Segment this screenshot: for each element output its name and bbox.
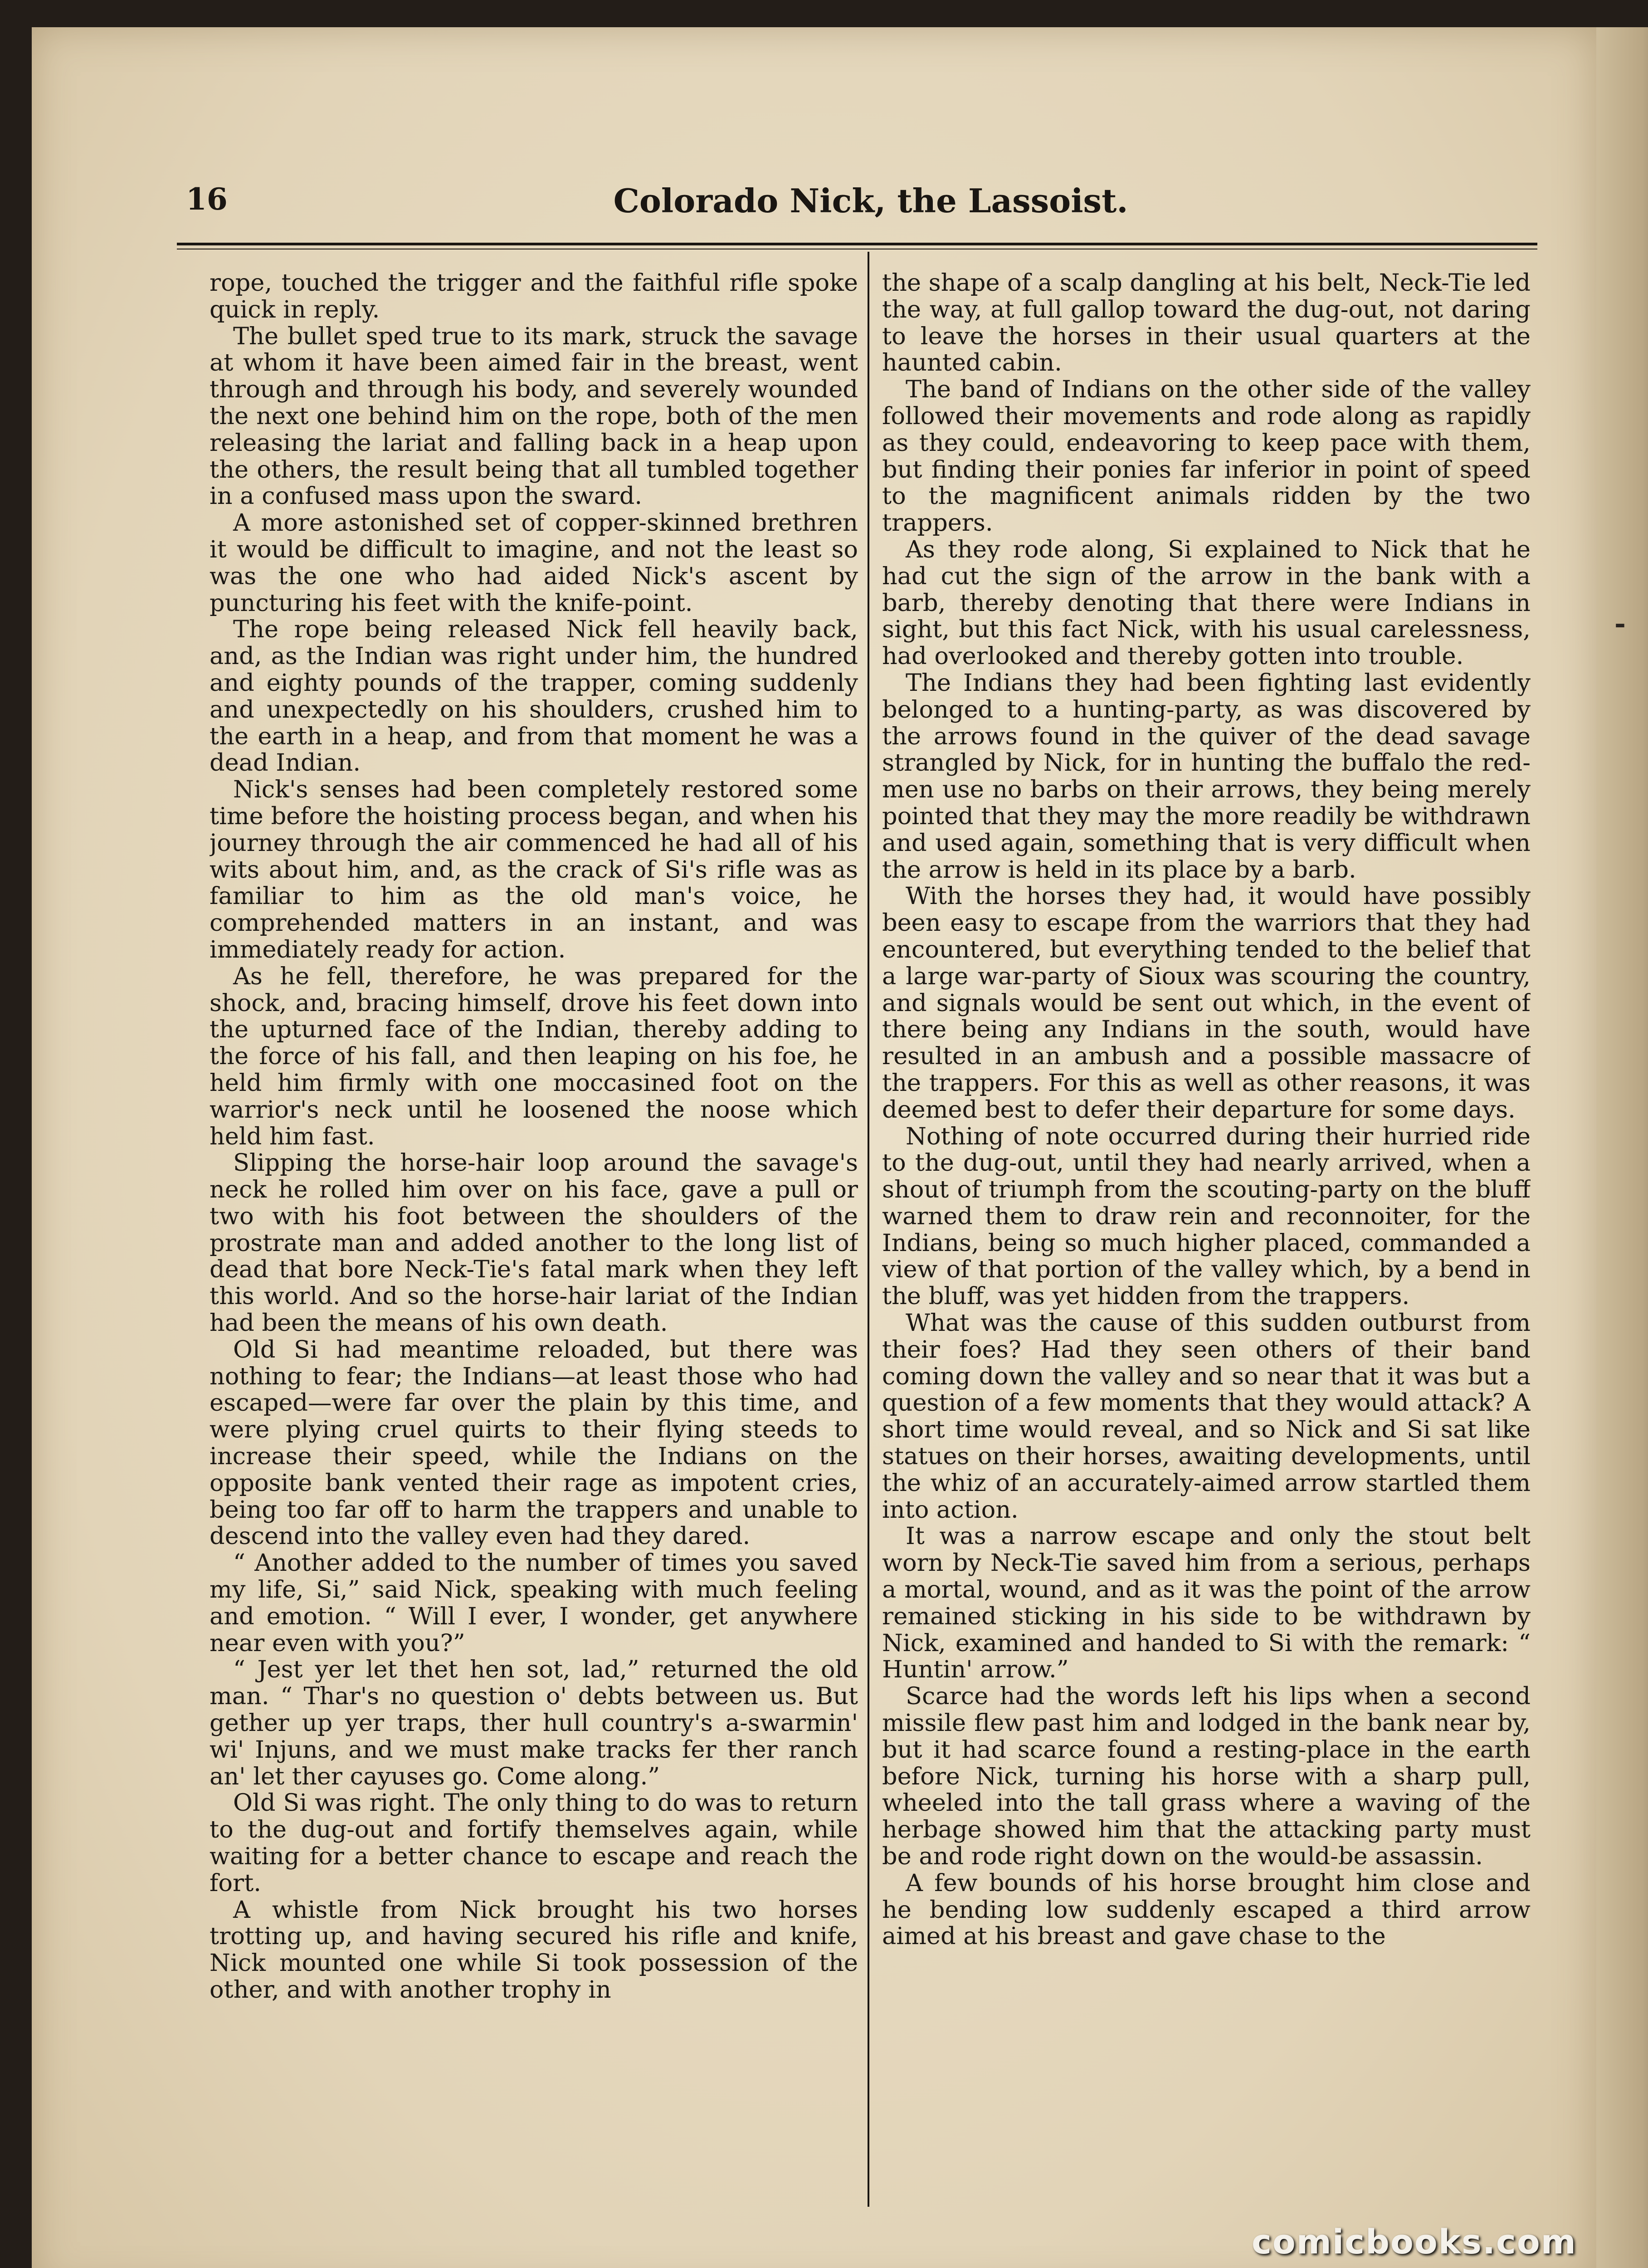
page-number: 16 — [186, 181, 228, 217]
paragraph: the shape of a scalp dangling at his belt, Neck-Tie led the way, at full gallop toward the dug-out, not daring to leave the horses in their usual quarters at the haunted cabin. — [882, 270, 1531, 377]
paragraph: A few bounds of his horse brought him close and he bending low suddenly escaped a third arrow aimed at his breast and gave chase to the — [882, 1869, 1531, 1950]
text-column-right — [882, 270, 1531, 2211]
paragraph: The Indians they had been fighting last evidently belonged to a hunting-party, as was discovered by the arrows found in the quiver of the dead savage strangled by Nick, for in hunting the buffalo the red-men use no barbs on their arrows, they being merely pointed that they may the more readily be withdrawn and used again, something that is very difficult when the arrow is held in its place by a barb. — [882, 669, 1531, 884]
paragraph: rope, touched the trigger and the faithful rifle spoke quick in reply. — [210, 270, 858, 323]
paragraph: Old Si was right. The only thing to do was to return to the dug-out and fortify themselves again, while waiting for a better chance to escape and reach the fort. — [210, 1789, 858, 1897]
paragraph: The bullet sped true to its mark, struck the savage at whom it have been aimed fair in the breast, went through and through his body, and severely wounded the next one behind him on the rope, both of the men releasing the lariat and falling back in a heap upon the others, the result being that all tumbled together in a confused mass upon the sward. — [210, 322, 858, 510]
paragraph: Slipping the horse-hair loop around the savage's neck he rolled him over on his face, gave a pull or two with his foot between the shoulders of the prostrate man and added another to the long list of dead that bore Neck-Tie's fatal mark when they left this world. And so the horse-hair lariat of the Indian had been the means of his own death. — [210, 1149, 858, 1337]
paragraph: Nick's senses had been completely restored some time before the hoisting process began, and when his journey through the air commenced he had all of his wits about him, and, as the crack of Si's rifle was as familiar to him as the old man's voice, he comprehended matters in an instant, and was immediately ready for action. — [210, 776, 858, 963]
paragraph: The band of Indians on the other side of the valley followed their movements and rode along as rapidly as they could, endeavoring to keep pace with them, but finding their ponies far inferior in point of speed to the magnificent animals ridden by the two trappers. — [882, 376, 1531, 537]
paragraph: It was a narrow escape and only the stout belt worn by Neck-Tie saved him from a serious, perhaps a mortal, wound, and as it was the point of the arrow remained sticking in his side to be withdrawn by Nick, examined and handed to Si with the remark: “ Huntin' arrow.” — [882, 1522, 1531, 1684]
paragraph: With the horses they had, it would have possibly been easy to escape from the warriors that they had encountered, but everything tended to the belief that a large war-party of Sioux was scouring the country, and signals would be sent out which, in the event of there being any Indians in the south, would have resulted in an ambush and a possible massacre of the trappers. For this as well as other reasons, it was deemed best to defer their departure for some days. — [882, 882, 1531, 1124]
spine-mark: - — [1614, 608, 1626, 640]
running-title: Colorado Nick, the Lassoist. — [613, 181, 1128, 220]
paragraph: Old Si had meantime reloaded, but there was nothing to fear; the Indians—at least those who had escaped—were far over the plain by this time, and were plying cruel quirts to their flying steeds to increase their speed, while the Indians on the opposite bank vented their rage as impotent cries, being too far off to harm the trappers and unable to descend into the valley even had they dared. — [210, 1335, 858, 1550]
paragraph: Scarce had the words left his lips when a second missile flew past him and lodged in the bank near by, but it had scarce found a resting-place in the earth before Nick, turning his horse with a sharp pull, wheeled into the tall grass where a waving of the herbage showed him that the attacking party must be and rode right down on the would-be assassin. — [882, 1682, 1531, 1871]
paragraph: A more astonished set of copper-skinned brethren it would be difficult to imagine, and not the least so was the one who had aided Nick's ascent by puncturing his feet with the knife-point. — [210, 509, 858, 617]
paragraph: As they rode along, Si explained to Nick that he had cut the sign of the arrow in the bank with a barb, thereby denoting that there were Indians in sight, but this fact Nick, with his usual carelessness, had overlooked and thereby gotten into trouble. — [882, 535, 1531, 670]
newspaper-page — [32, 27, 1626, 2268]
paragraph: The rope being released Nick fell heavily back, and, as the Indian was right under him, the hundred and eighty pounds of the trapper, coming suddenly and unexpectedly on his shoulders, crushed him to the earth in a heap, and from that moment he was a dead Indian. — [210, 616, 858, 777]
header-rule — [177, 243, 1537, 245]
paragraph: Nothing of note occurred during their hurried ride to the dug-out, until they had nearly arrived, when a shout of triumph from the scouting-party on the bluff warned them to draw rein and reconnoiter, for the Indians, being so much higher placed, commanded a view of that portion of the valley which, by a bend in the bluff, was yet hidden from the trappers. — [882, 1122, 1531, 1310]
column-divider — [868, 252, 869, 2207]
text-column-left — [210, 270, 858, 2211]
paragraph: “ Jest yer let thet hen sot, lad,” returned the old man. “ Thar's no question o' debts between us. But gether up yer traps, ther hull country's a-swarmin' wi' Injuns, and we must make tracks fer ther ranch an' let ther cayuses go. Come along.” — [210, 1656, 858, 1790]
paragraph: A whistle from Nick brought his two horses trotting up, and having secured his rifle and knife, Nick mounted one while Si took possession of the other, and with another trophy in — [210, 1896, 858, 2004]
page-spine — [1596, 27, 1648, 2268]
paragraph: What was the cause of this sudden outburst from their foes? Had they seen others of their band coming down the valley and so near that it was but a question of a few moments that they would attack? A short time would reveal, and so Nick and Si sat like statues on their horses, awaiting developments, until the whiz of an accurately-aimed arrow startled them into action. — [882, 1309, 1531, 1524]
page-header — [32, 163, 1596, 245]
paragraph: “ Another added to the number of times you saved my life, Si,” said Nick, speaking with much feeling and emotion. “ Will I ever, I wonder, get anywhere near even with you?” — [210, 1549, 858, 1657]
paragraph: As he fell, therefore, he was prepared for the shock, and, bracing himself, drove his feet down into the upturned face of the Indian, thereby adding to the force of his fall, and then leaping on his foe, he held him firmly with one moccasined foot on the warrior's neck until he loosened the noose which held him fast. — [210, 962, 858, 1150]
watermark: comicbooks.com — [1252, 2223, 1577, 2262]
